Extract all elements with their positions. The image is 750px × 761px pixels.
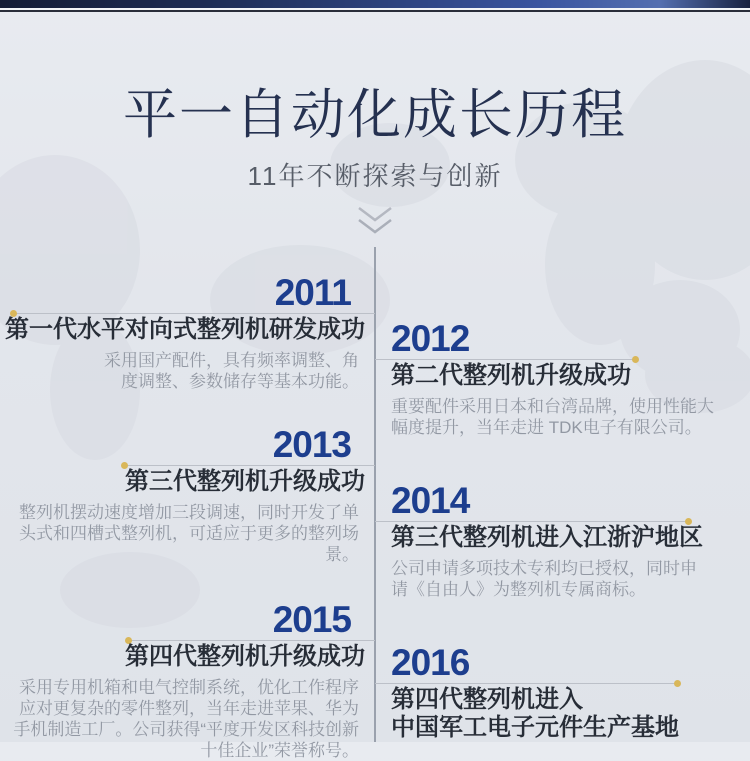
page-subtitle: 11年不断探索与创新 (247, 161, 503, 191)
milestone-year: 2014 (391, 480, 470, 521)
timeline-axis (374, 247, 376, 742)
milestone-title: 第四代整列机升级成功 (125, 643, 365, 670)
milestone-2014 (391, 480, 741, 600)
milestone-title: 第四代整列机进入 (391, 686, 583, 713)
milestone-desc: 整列机摆动速度增加三段调速，同时开发了单头式和四槽式整列机，可适应于更多的整列场景。 (19, 503, 359, 564)
milestone-2016 (391, 642, 741, 742)
milestone-title: 第一代水平对向式整列机研发成功 (5, 316, 365, 343)
top-divider-line (0, 10, 750, 12)
milestone-title: 第三代整列机升级成功 (125, 468, 365, 495)
milestone-2011 (0, 272, 365, 392)
milestone-year: 2012 (391, 318, 470, 359)
milestone-title: 第三代整列机进入江浙沪地区 (391, 524, 703, 551)
milestone-desc: 采用专用机箱和电气控制系统，优化工作程序应对更复杂的零件整列，当年走进苹果、华为手机制造工厂。公司获得“平度开发区科技创新十佳企业”荣誉称号。 (13, 678, 359, 760)
milestone-year: 2011 (274, 272, 351, 313)
milestone-year: 2013 (272, 424, 351, 465)
milestone-desc: 采用国产配件，具有频率调整、角度调整、参数储存等基本功能。 (104, 351, 359, 391)
milestone-title: 第二代整列机升级成功 (391, 362, 631, 389)
top-gradient-bar (0, 0, 750, 8)
milestone-title-line2: 中国军工电子元件生产基地 (391, 714, 679, 741)
milestone-year: 2016 (391, 642, 470, 683)
milestone-desc: 重要配件采用日本和台湾品牌，使用性能大幅度提升，当年走进 TDK电子有限公司。 (391, 397, 714, 437)
page-title: 平一自动化成长历程 (123, 85, 627, 145)
milestone-year: 2015 (272, 599, 351, 640)
milestone-2012 (391, 318, 736, 438)
milestone-desc: 公司申请多项技术专利均已授权，同时申请《自由人》为整列机专属商标。 (391, 559, 697, 599)
milestone-2015 (0, 599, 365, 761)
chevron-double-down-icon (353, 205, 397, 239)
milestone-2013 (0, 424, 365, 565)
